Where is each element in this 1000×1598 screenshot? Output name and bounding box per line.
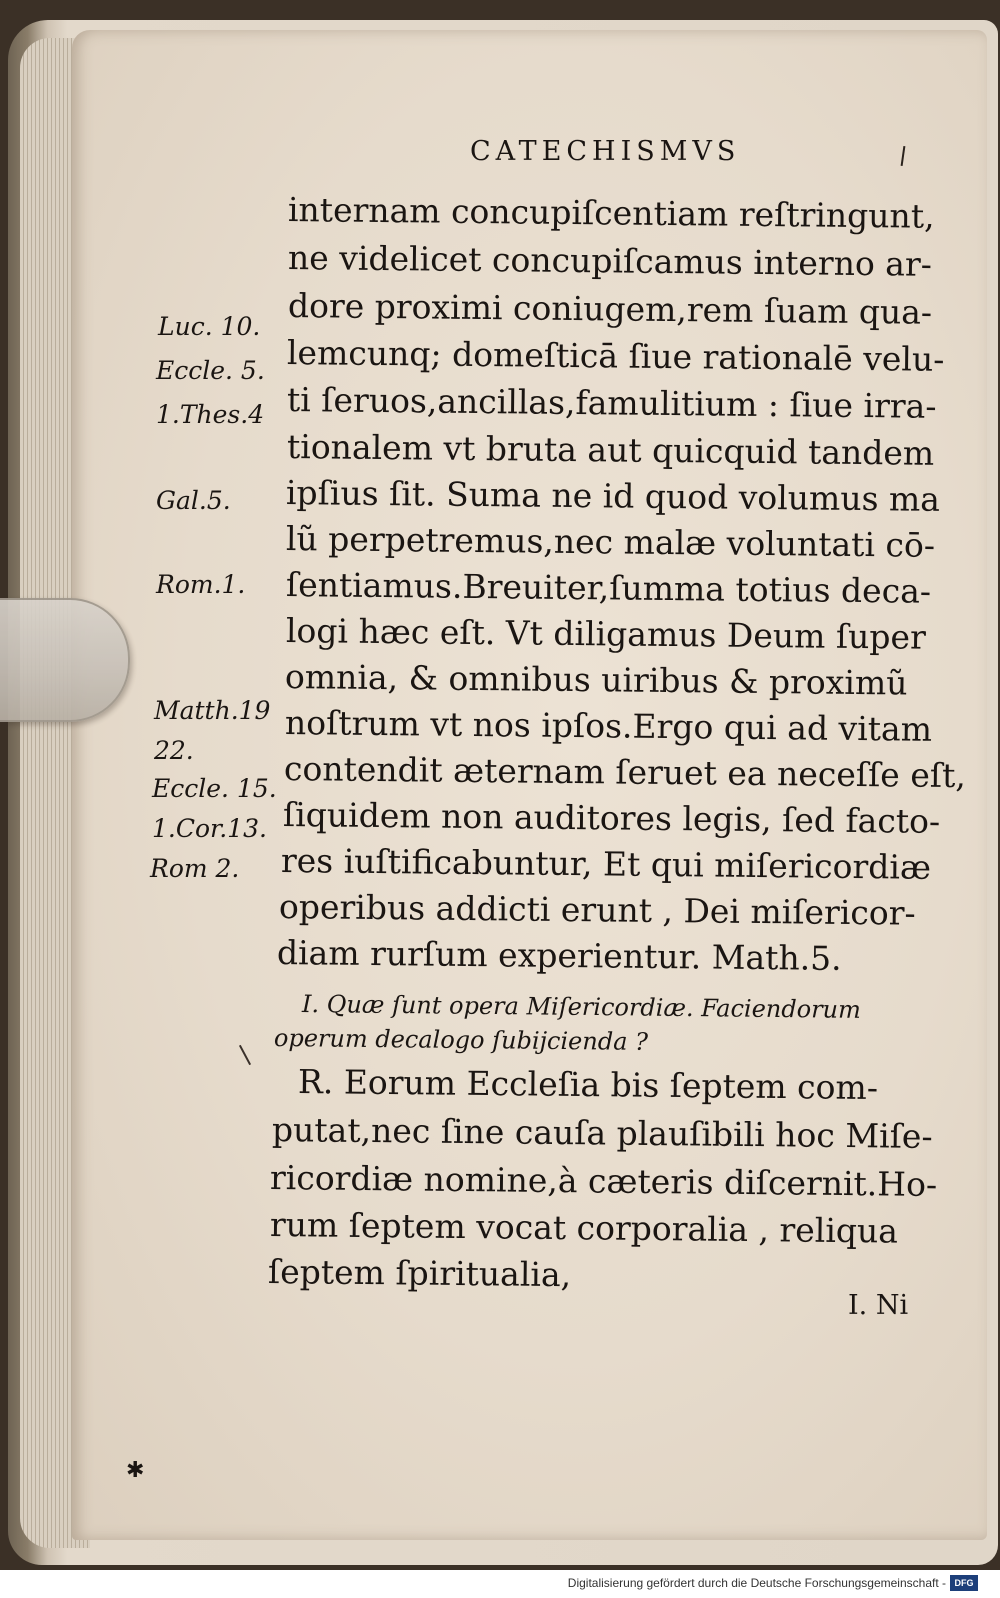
question-line: operum decalogo ſubijcienda ? [273,1024,649,1056]
body-line: lemcunq; domeſticā ſiue rationalē velu- [286,333,945,379]
answer-line: rum ſeptem vocat corporalia , reliqua [269,1205,899,1251]
body-line: ne videlicet concupiſcamus interno ar- [287,238,933,284]
body-line: dore proximi coniugem,rem ſuam qua- [287,286,933,332]
answer-line: putat,nec ſine cauſa plauſibili hoc Miſe- [271,1110,933,1156]
body-line: ſentiamus.Breuiter,ſumma totius deca- [285,565,932,611]
question-line: I. Quæ ſunt opera Miſericordiæ. Faciendorum [301,990,861,1024]
body-line: logi hæc eſt. Vt diligamus Deum ſuper [285,611,927,657]
margin-note: Eccle. 5. [156,356,265,385]
body-line: res iuſtificabuntur, Et qui miſericordiæ [280,841,932,887]
body-line: noſtrum vt nos ipſos.Ergo qui ad vitam [284,703,933,749]
margin-note: Eccle. 15. [152,774,277,803]
margin-note: Matth.19 [154,696,271,725]
margin-note: 1.Cor.13. [152,814,267,843]
digitization-footer [0,1570,1000,1598]
body-line: ipſius ſit. Suma ne id quod volumus ma [285,473,941,519]
asterisk-mark: ✱ [126,1458,145,1483]
ink-tick-mark [901,146,906,166]
margin-note: Luc. 10. [158,312,261,341]
margin-note: Rom.1. [156,570,246,599]
answer-line: ricordiæ nomine,à cæteris diſcernit.Ho- [269,1158,938,1204]
margin-note: Rom 2. [150,854,240,883]
body-line: ſiquidem non auditores legis, ſed facto- [282,795,941,841]
running-head: CATECHISMVS [470,136,741,167]
margin-note: 1.Thes.4 [156,400,265,429]
body-line: diam rurſum experientur. Math.5. [276,933,842,978]
margin-note: 22. [154,736,194,765]
body-line: ti ſeruos,ancillas,famulitium : ſiue irra- [286,380,937,426]
catchword: I. Ni [848,1290,909,1321]
body-line: contendit æternam ſeruet ea neceſſe eſt, [283,749,967,796]
footer-credit: Digitalisierung gefördert durch die Deutsche Forschungsgemeinschaft - [567,1576,946,1590]
body-line: lũ perpetremus,nec malæ voluntati cō- [285,519,936,565]
answer-line: R. Eorum Eccleſia bis ſeptem com- [297,1062,879,1108]
body-line: operibus addicti erunt , Dei miſericor- [278,887,916,933]
body-line: tionalem vt bruta aut quicquid tandem [286,427,935,473]
body-line: internam concupiſcentiam reſtringunt, [287,190,935,236]
bookmark-tab [0,598,130,722]
answer-line: ſeptem ſpiritualia, [267,1252,572,1295]
dfg-logo: DFG [950,1575,978,1591]
body-line: omnia, & omnibus uiribus & proximũ [284,657,908,703]
margin-note: Gal.5. [156,486,231,515]
